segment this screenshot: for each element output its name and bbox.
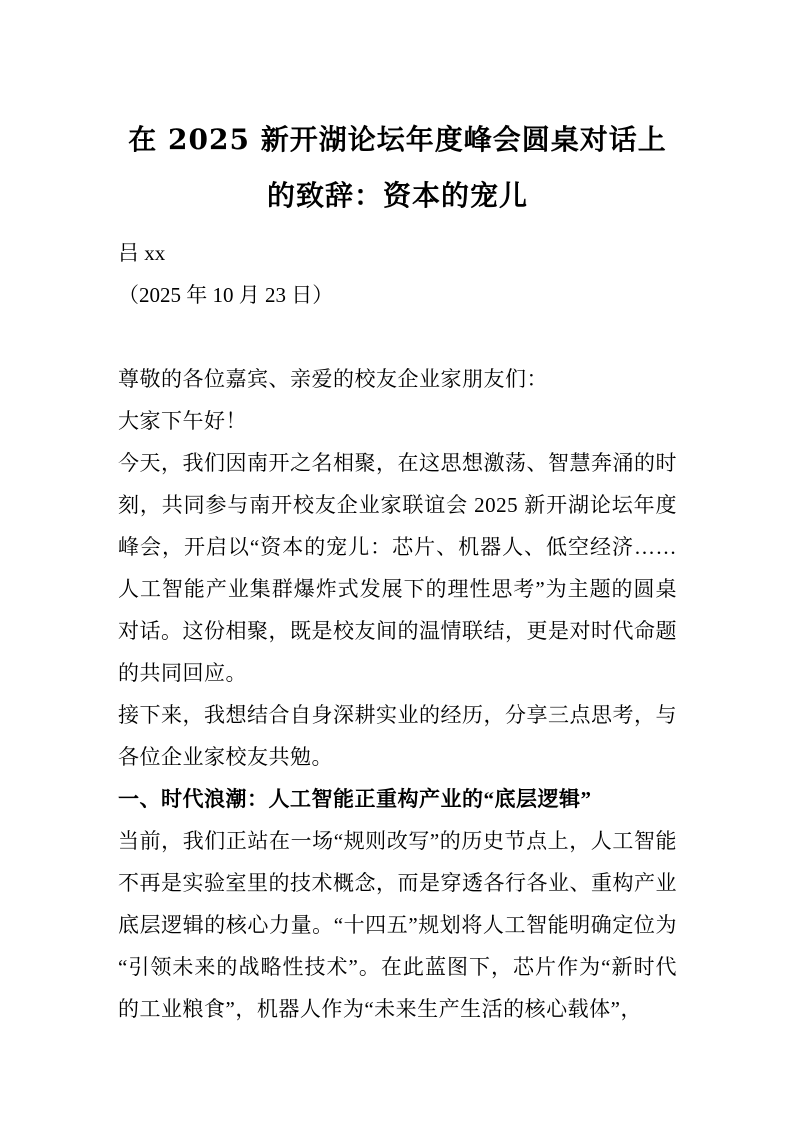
paragraph-section-one-body: 当前，我们正站在一场“规则改写”的历史节点上，人工智能不再是实验室里的技术概念，而是穿透各行各业、重构产业底层逻辑的核心力量。“十四五”规划将人工智能明确定位为“引领未来的战略性技术”。在此蓝图下，芯片作为“新时代的工业粮食”，机器人作为“未来生产生活的核心载体”， [118,829,677,1021]
paragraph-salutation: 尊敬的各位嘉宾、亲爱的校友企业家朋友们： [118,367,548,391]
paragraph-transition: 接下来，我想结合自身深耕实业的经历，分享三点思考，与各位企业家校友共勉。 [118,703,677,769]
paragraph-greeting: 大家下午好！ [118,409,247,433]
spacer [118,316,677,358]
paragraph-intro: 今天，我们因南开之名相聚，在这思想激荡、智慧奔涌的时刻，共同参与南开校友企业家联谊会 2025 新开湖论坛年度峰会，开启以“资本的宠儿：芯片、机器人、低空经济……人工智能产业集群爆炸式发展下的理性思考”为主题的圆桌对话。这份相聚，既是校友间的温情联结，更是对时代命题的共同回应。 [118,451,677,685]
author-line: 吕 xx [118,241,166,265]
document-title: 在 2025 新开湖论坛年度峰会圆桌对话上的致辞：资本的宠儿 [128,123,667,212]
section-heading-one: 一、时代浪潮：人工智能正重构产业的“底层逻辑” [118,787,592,811]
date-line: （2025 年 10 月 23 日） [118,283,334,307]
